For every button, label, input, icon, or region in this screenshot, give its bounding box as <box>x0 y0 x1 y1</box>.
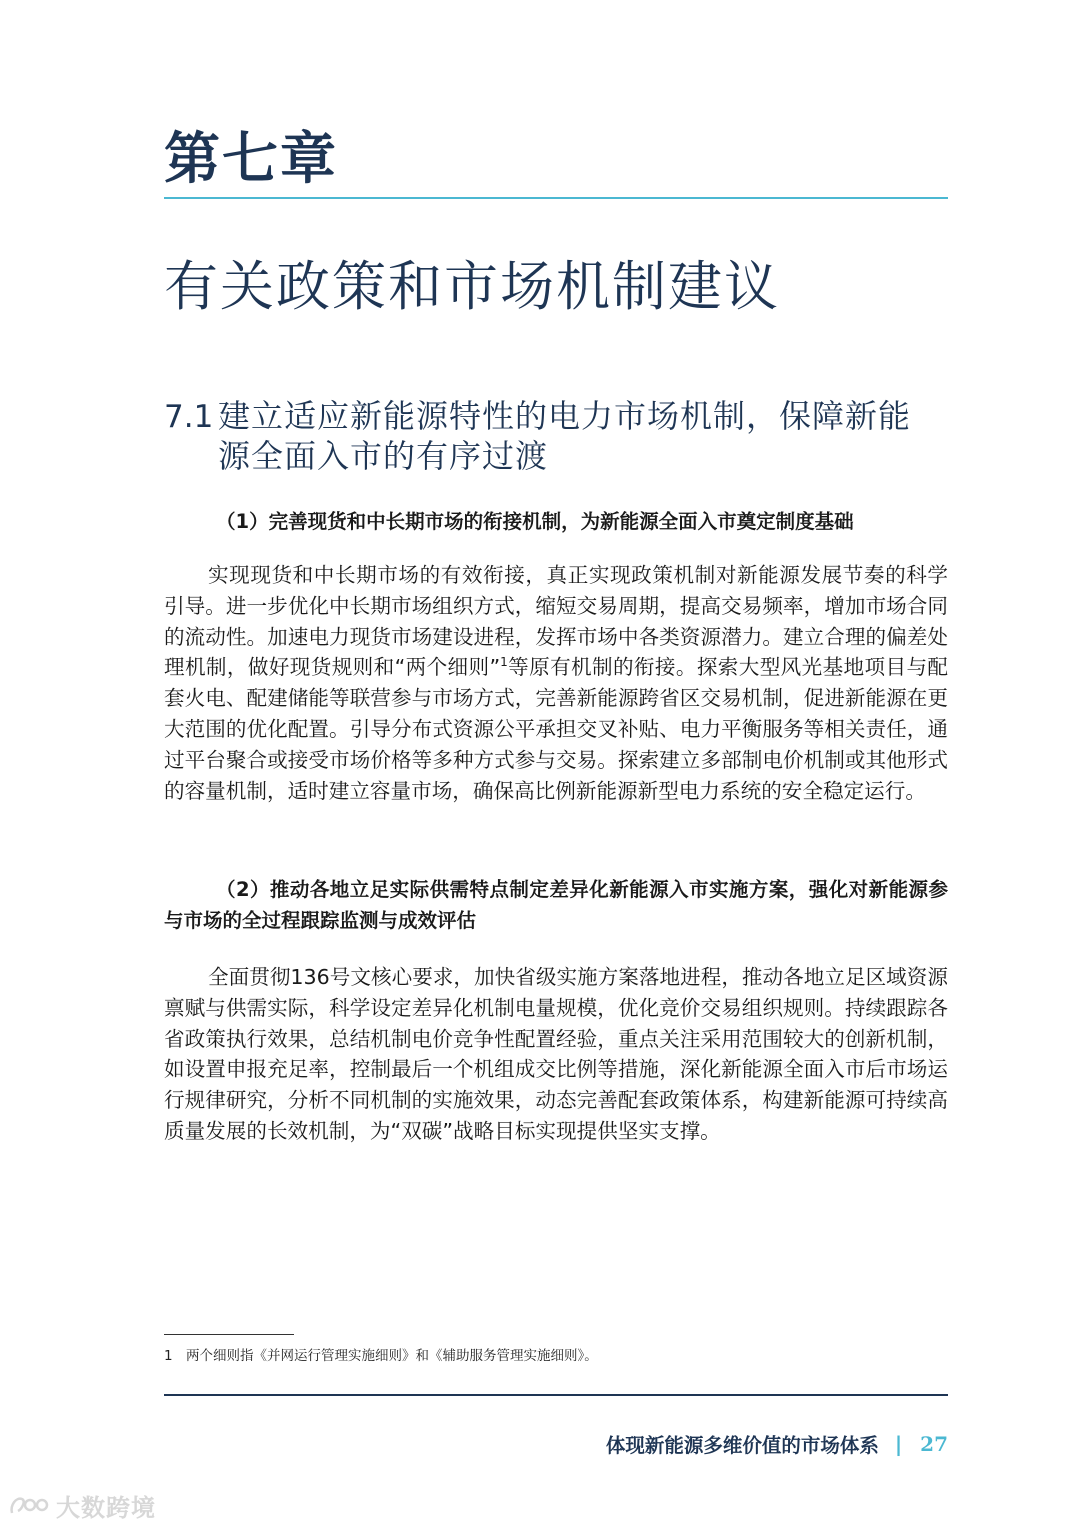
footer-divider <box>164 1394 948 1396</box>
page-footer <box>606 1430 948 1458</box>
body-text: 实现现货和中长期市场的有效衔接，真正实现政策机制对新能源发展节奏的科学引导。进一步优化中长期市场组织方式，缩短交易周期，提高交易频率，增加市场合同的流动性。加速电力现货市场建设进程，发挥市场中各类资源潜力。建立合理的偏差处理机制，做好现货规则和“两个细则” <box>164 563 948 680</box>
footer-separator: | <box>894 1432 903 1456</box>
footer-title: 体现新能源多维价值的市场体系 <box>605 1434 879 1457</box>
subsection-body-1 <box>164 560 948 806</box>
footnote-mark: 1 <box>164 1348 173 1364</box>
section-number: 7.1 <box>164 399 214 435</box>
section-title: 建立适应新能源特性的电力市场机制，保障新能源全面入市的有序过渡 <box>218 397 912 475</box>
chapter-title: 有关政策和市场机制建议 <box>164 255 780 318</box>
watermark-text: 大数跨境 <box>56 1494 156 1522</box>
watermark-logo-icon <box>8 1493 52 1519</box>
chapter-label: 第七章 <box>164 127 338 192</box>
body-text: 等原有机制的衔接。探索大型风光基地项目与配套火电、配建储能等联营参与市场方式，完善新能源跨省区交易机制，促进新能源在更大范围的优化配置。引导分布式资源公平承担交叉补贴、电力平衡服务等相关责任，通过平台聚合或接受市场价格等多种方式参与交易。探索建立多部制电价机制或其他形式的容量机制，适时建立容量市场，确保高比例新能源新型电力系统的安全稳定运行。 <box>164 655 949 803</box>
footnote-divider <box>164 1334 294 1335</box>
subsection-heading-1: （1）完善现货和中长期市场的衔接机制，为新能源全面入市奠定制度基础 <box>216 510 854 533</box>
subsection-heading-2: （2）推动各地立足实际供需特点制定差异化新能源入市实施方案，强化对新能源参与市场的全过程跟踪监测与成效评估 <box>164 878 948 932</box>
footnote-text: 两个细则指《并网运行管理实施细则》和《辅助服务管理实施细则》。 <box>186 1348 598 1364</box>
subsection-body-2: 全面贯彻136号文核心要求，加快省级实施方案落地进程，推动各地立足区域资源禀赋与供需实际，科学设定差异化机制电量规模，优化竞价交易组织规则。持续跟踪各省政策执行效果，总结机制电价竞争性配置经验，重点关注采用范围较大的创新机制，如设置申报充足率，控制最后一个机组成交比例等措施，深化新能源全面入市后市场运行规律研究，分析不同机制的实施效果，动态完善配套政策体系，构建新能源可持续高质量发展的长效机制，为“双碳”战略目标实现提供坚实支撑。 <box>164 965 948 1143</box>
footnote <box>164 1346 598 1366</box>
page-number: 27 <box>920 1432 948 1456</box>
chapter-divider <box>164 197 948 199</box>
footnote-reference[interactable]: 1 <box>500 655 508 670</box>
watermark <box>8 1488 156 1523</box>
